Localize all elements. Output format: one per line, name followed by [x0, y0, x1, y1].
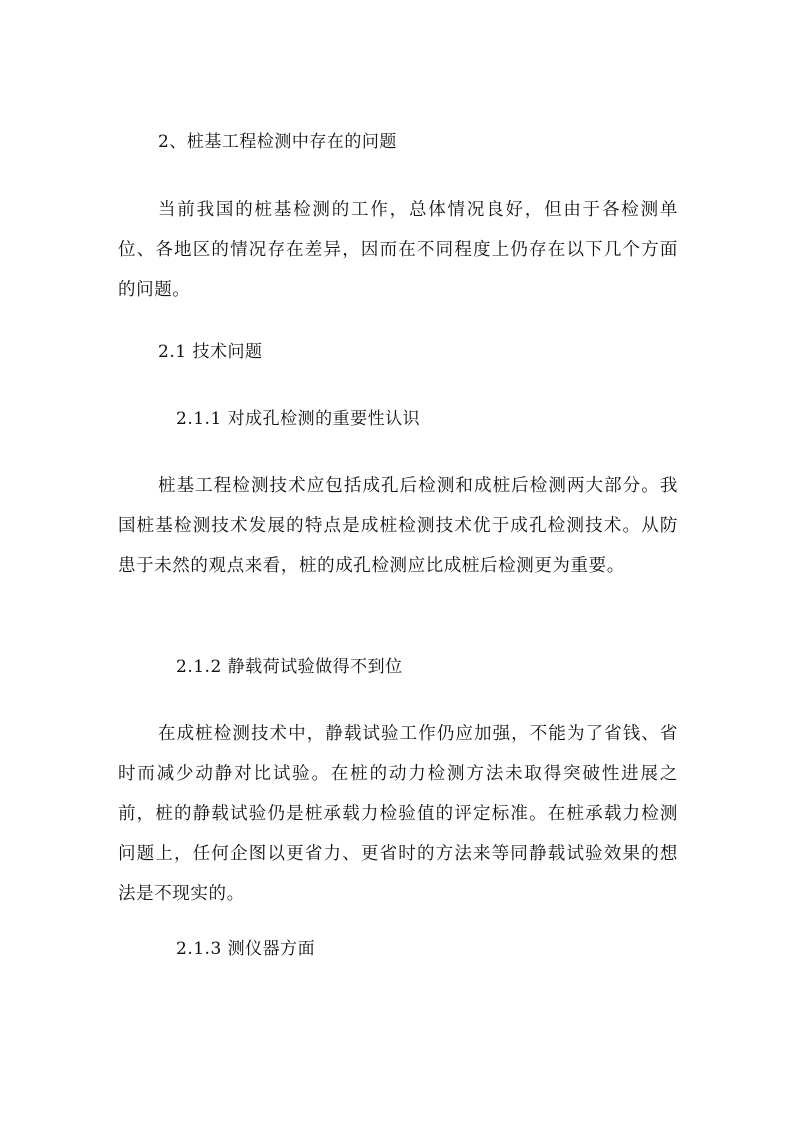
section-2-1-1-paragraph: 桩基工程检测技术应包括成孔后检测和成桩后检测两大部分。我国桩基检测技术发展的特点是成桩检测技术优于成孔检测技术。从防患于未然的观点来看，桩的成孔检测应比成桩后检测更为重要。 — [118, 476, 678, 576]
section-2-1-2-paragraph: 在成桩检测技术中，静载试验工作仍应加强，不能为了省钱、省时而减少动静对比试验。在桩的动力检测方法未取得突破性进展之前，桩的静载试验仍是桩承载力检验值的评定标准。在桩承载力检测问题上，任何企图以更省力、更省时的方法来等同静载试验效果的想法是不现实的。 — [118, 724, 678, 904]
section-2-1-3-heading: 2.1.3 测仪器方面 — [176, 939, 316, 959]
intro-paragraph: 当前我国的桩基检测的工作，总体情况良好，但由于各检测单位、各地区的情况存在差异，因而在不同程度上仍存在以下几个方面的问题。 — [118, 200, 678, 300]
section-2-1-1-heading: 2.1.1 对成孔检测的重要性认识 — [176, 409, 421, 429]
section-2-1-heading: 2.1 技术问题 — [158, 342, 263, 362]
section-2-heading: 2、桩基工程检测中存在的问题 — [158, 132, 397, 152]
section-2-1-2-heading: 2.1.2 静载荷试验做得不到位 — [176, 657, 403, 677]
